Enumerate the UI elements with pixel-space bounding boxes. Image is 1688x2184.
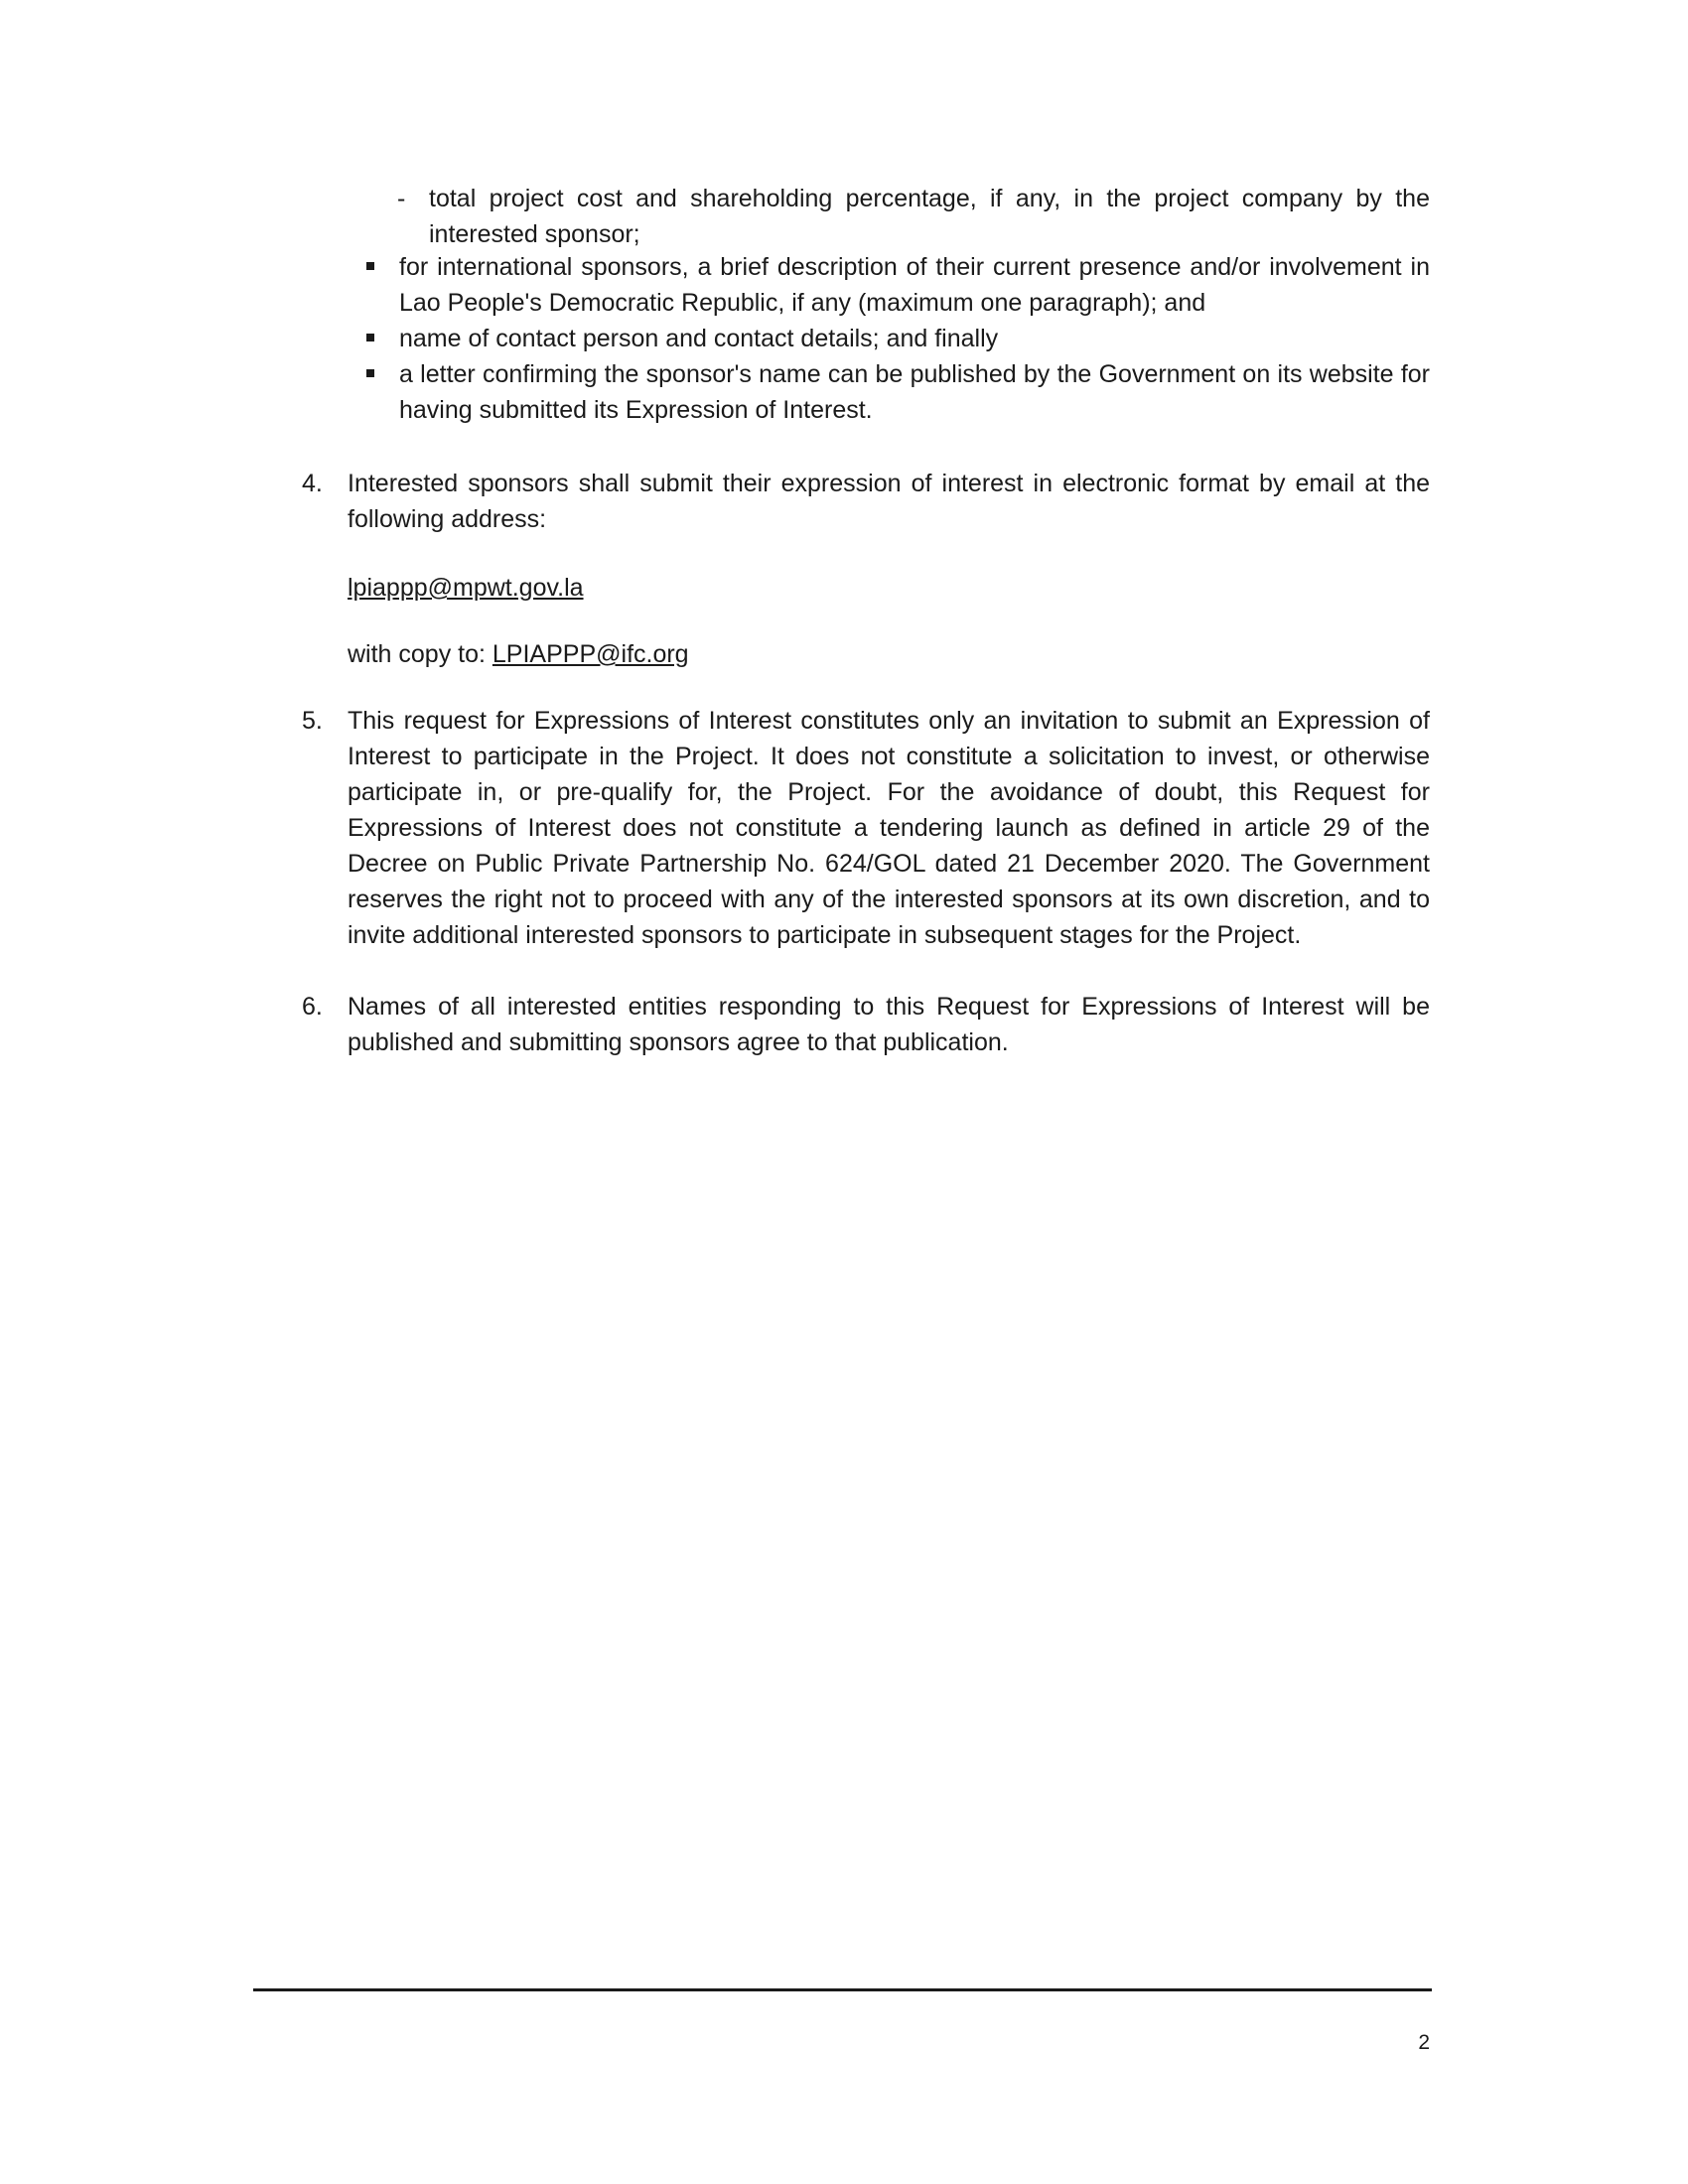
item-text: Names of all interested entities responding to this Request for Expressions of Interest will be published and submitting sponsors agree to that publication. bbox=[348, 993, 1430, 1056]
bullet-item-text: for international sponsors, a brief description of their current presence and/or involvement in Lao People's Democratic Republic, if any (maximum one paragraph); and bbox=[399, 253, 1430, 317]
copy-label: with copy to: bbox=[348, 640, 492, 668]
bullet-square-icon bbox=[366, 262, 374, 270]
footer-rule bbox=[253, 1988, 1432, 1991]
email-copy-link[interactable]: LPIAPPP@ifc.org bbox=[492, 640, 689, 668]
item-number: 5. bbox=[302, 707, 323, 735]
dash-item-text: total project cost and shareholding percentage, if any, in the project company by the interested sponsor; bbox=[429, 185, 1430, 248]
page-number: 2 bbox=[1418, 2031, 1430, 2054]
email-primary-link[interactable]: lpiappp@mpwt.gov.la bbox=[348, 574, 584, 602]
email-copy-line bbox=[348, 636, 1430, 672]
bullet-item-text: name of contact person and contact details; and finally bbox=[399, 325, 999, 352]
email-primary-line bbox=[348, 570, 1430, 606]
item-number: 6. bbox=[302, 993, 323, 1021]
item-text: Interested sponsors shall submit their expression of interest in electronic format by email at the following address: bbox=[348, 470, 1430, 533]
bullet-item-text: a letter confirming the sponsor's name can be published by the Government on its website for having submitted its Expression of Interest. bbox=[399, 360, 1430, 424]
item-text: This request for Expressions of Interest constitutes only an invitation to submit an Expression of Interest to participate in the Project. It does not constitute a solicitation to invest, or otherwise participate in, or pre-qualify for, the Project. For the avoidance of doubt, this Request for Expressions of Interest does not constitute a tendering launch as defined in article 29 of the Decree on Public Private Partnership No. 624/GOL dated 21 December 2020. The Government reserves the right not to proceed with any of the interested sponsors at its own discretion, and to invite additional interested sponsors to participate in subsequent stages for the Project. bbox=[348, 707, 1430, 949]
bullet-square-icon bbox=[366, 334, 374, 341]
dash-marker: - bbox=[397, 185, 406, 212]
item-number: 4. bbox=[302, 470, 323, 497]
bullet-square-icon bbox=[366, 369, 374, 377]
